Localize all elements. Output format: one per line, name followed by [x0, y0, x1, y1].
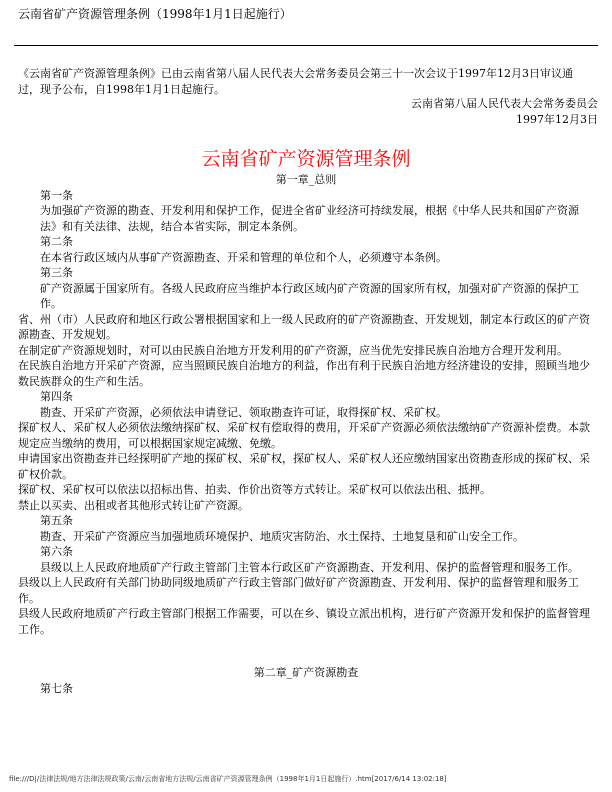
article-heading: 第五条 [40, 514, 73, 527]
article-paragraph: 在制定矿产资源规划时，对可以由民族自治地方开发利用的矿产资源，应当优先安排民族自治地方合理开发利用。 [18, 343, 568, 357]
article-paragraph: 探矿权人、采矿权人必须依法缴纳探矿权、采矿权有偿取得的费用，开采矿产资源必须依法缴纳矿产资源补偿费。本款规定应当缴纳的费用，可以根据国家规定减缴、免缴。 [18, 421, 590, 450]
article-heading: 第四条 [40, 390, 73, 403]
article-paragraph: 矿产资源属于国家所有。各级人民政府应当维护本行政区域内矿产资源的国家所有权，加强对矿产资源的保护工作。 [40, 281, 579, 310]
signature-block [411, 96, 598, 127]
article-paragraph: 为加强矿产资源的勘查、开发利用和保护工作，促进全省矿业经济可持续发展，根据《中华人民共和国矿产资源法》和有关法律、法规，结合本省实际，制定本条例。 [40, 204, 579, 233]
chapter-heading: 第二章_矿产资源勘查 [253, 666, 359, 679]
issue-date: 1997年12月3日 [516, 112, 598, 126]
article-paragraph: 禁止以买卖、出租或者其他形式转让矿产资源。 [18, 498, 249, 512]
article-paragraph: 在本省行政区域内从事矿产资源勘查、开采和管理的单位和个人，必须遵守本条例。 [40, 250, 447, 264]
header-divider [14, 45, 598, 46]
article-heading: 第三条 [40, 266, 73, 279]
promulgation-notice: 《云南省矿产资源管理条例》已由云南省第八届人民代表大会常务委员会第三十一次会议于1997年12月3日审议通过，现予公布，自1998年1月1日起施行。 [18, 67, 573, 96]
document-body [18, 172, 594, 696]
page-header-title: 云南省矿产资源管理条例（1998年1月1日起施行） [18, 7, 292, 21]
article-paragraph: 在民族自治地方开采矿产资源，应当照顾民族自治地方的利益，作出有利于民族自治地方经济建设的安排，照顾当地少数民族群众的生产和生活。 [18, 359, 590, 388]
article-paragraph: 县级人民政府地质矿产行政主管部门根据工作需要，可以在乡、镇设立派出机构，进行矿产资源开发和保护的监督管理工作。 [18, 607, 590, 636]
article-paragraph: 探矿权、采矿权可以依法以招标出售、拍卖、作价出资等方式转让。采矿权可以依法出租、抵押。 [18, 483, 491, 496]
file-path-footer: file:///D|/法律法规/地方法律法规政策/云南/云南省地方法规/云南省矿产资源管理条例（1998年1月1日起施行）.htm[2017/6/14 13:02:18] [9, 775, 447, 783]
article-paragraph: 勘查、开采矿产资源应当加强地质环境保护、地质灾害防治、水土保持、土地复垦和矿山安全工作。 [40, 529, 524, 543]
article-heading: 第二条 [40, 235, 73, 248]
document-title: 云南省矿产资源管理条例 [201, 148, 411, 170]
article-paragraph: 勘查、开采矿产资源，必须依法申请登记、领取勘查许可证，取得探矿权、采矿权。 [40, 405, 447, 419]
chapter-heading: 第一章_总则 [275, 173, 337, 186]
issuer: 云南省第八届人民代表大会常务委员会 [411, 97, 598, 110]
article-paragraph: 申请国家出资勘查并已经探明矿产地的探矿权、采矿权，探矿权人、采矿权人还应缴纳国家出资勘查形成的探矿权、采矿权价款。 [18, 452, 590, 481]
article-heading: 第一条 [40, 188, 73, 202]
article-heading: 第七条 [40, 681, 73, 695]
article-paragraph: 省、州（市）人民政府和地区行政公署根据国家和上一级人民政府的矿产资源勘查、开发规划，制定本行政区的矿产资源勘查、开发规划。 [18, 312, 590, 341]
article-heading: 第六条 [40, 545, 73, 558]
article-paragraph: 县级以上人民政府地质矿产行政主管部门主管本行政区矿产资源勘查、开发利用、保护的监督管理和服务工作。 [40, 560, 579, 574]
article-paragraph: 县级以上人民政府有关部门协助同级地质矿产行政主管部门做好矿产资源勘查、开发利用、保护的监督管理和服务工作。 [18, 576, 579, 605]
